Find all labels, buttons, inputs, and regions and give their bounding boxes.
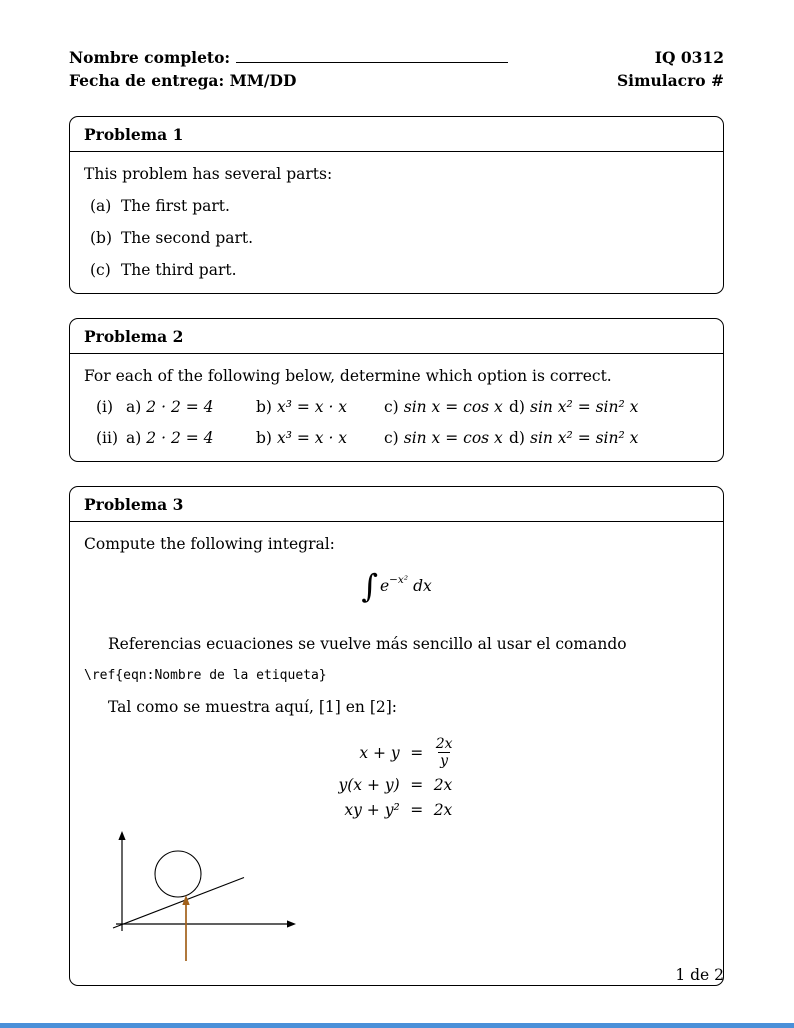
- problem-3-box: [69, 486, 724, 986]
- problem-3-title: Problema 3: [70, 487, 723, 522]
- page-header: [69, 46, 724, 92]
- problem-2-body: [70, 354, 723, 461]
- problem-2-box: [69, 318, 724, 462]
- integral-sign: ∫: [361, 567, 378, 605]
- option-row: [96, 398, 709, 416]
- item-label: (a): [90, 197, 112, 215]
- figure-container: [110, 827, 709, 971]
- option-a: a) 2 · 2 = 4: [126, 398, 214, 416]
- integral-exponent: −x²: [389, 574, 409, 586]
- bottom-edge-bar: [0, 1023, 794, 1028]
- equation-rhs: 2x: [433, 776, 453, 795]
- problem-3-intro: Compute the following integral:: [84, 535, 335, 553]
- y-axis-arrowhead-icon: [118, 831, 125, 840]
- problem-1-body: [70, 152, 723, 293]
- item-text: The second part.: [120, 229, 254, 247]
- item-label: (c): [90, 261, 111, 279]
- option-d: d) sin x² = sin² x: [509, 398, 639, 416]
- equation-lhs: xy + y²: [344, 801, 400, 820]
- problem-2-title: Problema 2: [70, 319, 723, 354]
- option-b: b) x³ = x · x: [256, 398, 348, 416]
- item-label: (b): [90, 229, 113, 247]
- fraction: $\frac{2x}{y}$: [435, 736, 453, 770]
- problem-1-title: Problema 1: [70, 117, 723, 152]
- option-d: d) sin x² = sin² x: [509, 429, 639, 447]
- equation-lhs: x + y: [359, 743, 400, 762]
- option-c: c) sin x = cos x: [384, 429, 503, 447]
- list-item: [84, 197, 709, 215]
- header-right: [617, 46, 724, 92]
- option-b: b) x³ = x · x: [256, 429, 348, 447]
- item-text: The third part.: [120, 261, 237, 279]
- equation-relation: =: [410, 776, 424, 795]
- option-c: c) sin x = cos x: [384, 398, 503, 416]
- equation-rhs: 2x: [433, 801, 453, 820]
- equation-lhs: y(x + y): [338, 776, 400, 795]
- equation-rhs: [434, 736, 455, 769]
- aligned-equations: [338, 736, 454, 819]
- tikz-figure: [110, 827, 320, 967]
- list-item: [84, 261, 709, 279]
- tangent-circle: [155, 851, 201, 897]
- exam-title: Simulacro #: [616, 71, 724, 90]
- problem-1-box: [69, 116, 724, 294]
- incline-line: [113, 878, 244, 929]
- page-number: 1 de 2: [675, 966, 724, 984]
- problem-3-body: [70, 522, 723, 985]
- integral-base: e: [379, 577, 390, 595]
- latex-ref-command: \ref{eqn:Nombre de la etiqueta}: [84, 668, 327, 683]
- problem-1-intro: This problem has several parts:: [84, 165, 333, 183]
- reference-sentence: Referencias ecuaciones se vuelve más sencillo al usar el comando: [108, 635, 627, 653]
- option-row: [96, 429, 709, 447]
- integral-differential: dx: [413, 577, 432, 595]
- name-row: [69, 46, 508, 69]
- problem-2-intro: For each of the following below, determine which option is correct.: [84, 367, 612, 385]
- due-date-label: Fecha de entrega: MM/DD: [69, 71, 297, 90]
- option-a: a) 2 · 2 = 4: [126, 429, 214, 447]
- row-label: (ii): [96, 429, 119, 447]
- name-blank-line: [236, 47, 508, 63]
- list-item: [84, 229, 709, 247]
- equation-relation: =: [410, 801, 424, 820]
- item-text: The first part.: [120, 197, 230, 215]
- x-axis-arrowhead-icon: [287, 921, 296, 928]
- name-label: Nombre completo:: [69, 48, 231, 67]
- example-sentence: Tal como se muestra aquí, [1] en [2]:: [108, 698, 397, 716]
- row-label: (i): [96, 398, 114, 416]
- header-left: [69, 46, 508, 92]
- equation-relation: =: [410, 743, 424, 762]
- integral-expression: [84, 567, 709, 613]
- course-code: IQ 0312: [654, 48, 724, 67]
